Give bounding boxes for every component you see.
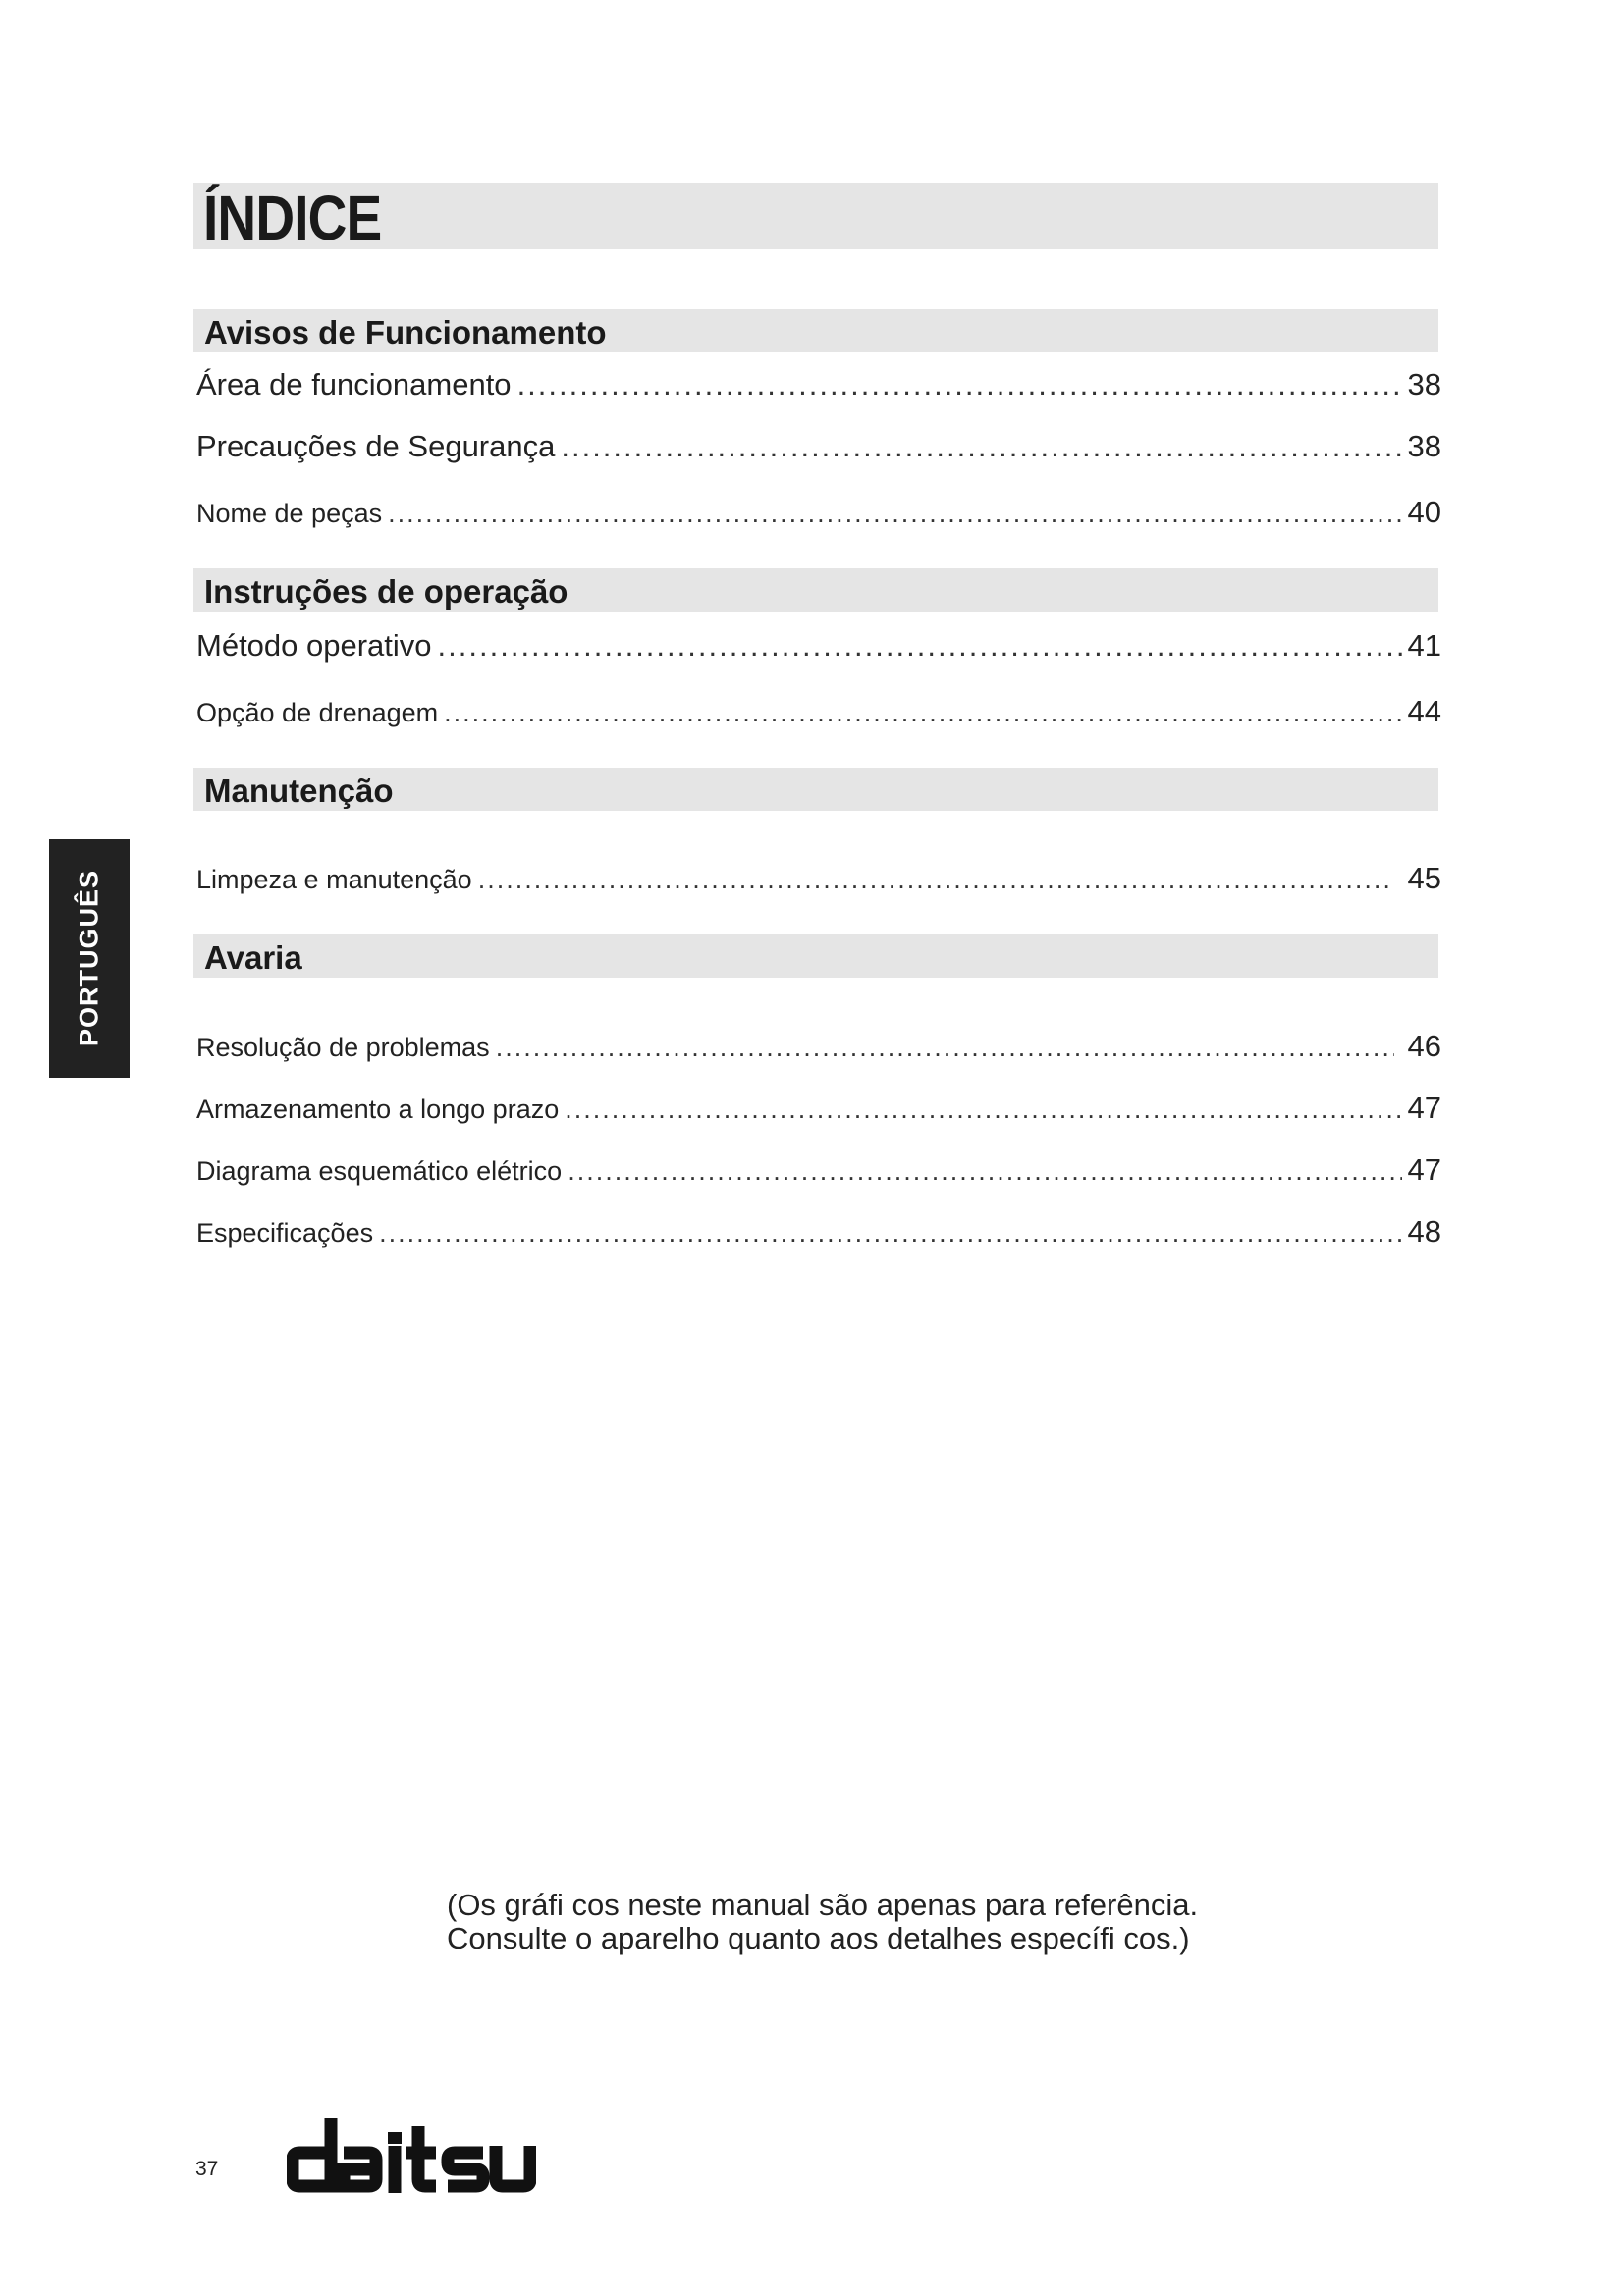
toc-entry-label: Método operativo [196,628,432,663]
leader-dots [561,429,1401,464]
leader-dots [444,698,1401,728]
toc-entry-page: 41 [1407,628,1441,663]
page-title: ÍNDICE [203,183,382,253]
toc-entry-label: Área de funcionamento [196,367,512,401]
leader-dots [438,628,1402,664]
section-header-avaria [193,934,1438,978]
toc-entry-label: Armazenamento a longo prazo [196,1095,560,1124]
leader-dots [478,865,1394,895]
section-header-manutencao [193,768,1438,811]
toc-entry-label: Resolução de problemas [196,1033,490,1062]
section-title: Avisos de Funcionamento [204,314,607,350]
toc-entry-nome-pecas[interactable] [196,495,1441,538]
toc-entry-page: 40 [1407,495,1441,529]
toc-entry-label: Nome de peças [196,499,383,528]
toc-entry-precaucoes[interactable] [196,429,1441,472]
toc-entry-resolucao-problemas[interactable] [196,1029,1441,1072]
language-tab [49,839,130,1078]
toc-entry-label: Diagrama esquemático elétrico [196,1156,563,1186]
toc-entry-page: 38 [1407,367,1441,401]
reference-note-line-2: Consulte o aparelho quanto aos detalhes específi cos.) [447,1921,1190,1955]
section-header-instrucoes [193,568,1438,612]
toc-entry-area-funcionamento[interactable] [196,367,1441,410]
toc-entry-page: 45 [1407,861,1441,895]
toc-entry-label: Limpeza e manutenção [196,865,472,894]
reference-note [447,1889,1198,1955]
toc-entry-limpeza[interactable] [196,861,1441,904]
leader-dots [568,1156,1401,1187]
toc-entry-page: 48 [1407,1214,1441,1249]
daitsu-logo [287,2118,536,2193]
toc-entry-page: 38 [1407,429,1441,463]
toc-entry-armazenamento[interactable] [196,1091,1441,1134]
toc-entry-label: Especificações [196,1218,374,1248]
toc-entry-diagrama-eletrico[interactable] [196,1152,1441,1196]
index-title-bar [193,183,1438,253]
leader-dots [565,1095,1401,1125]
leader-dots [517,367,1402,402]
toc-entry-metodo-operativo[interactable] [196,628,1441,671]
section-header-avisos [193,309,1438,352]
leader-dots [379,1218,1401,1249]
section-title: Instruções de operação [204,573,568,610]
page-number: 37 [195,2158,219,2180]
toc-entry-page: 46 [1407,1029,1441,1063]
reference-note-line-1: (Os gráfi cos neste manual são apenas para referência. [447,1888,1199,1922]
toc-entry-opcao-drenagem[interactable] [196,694,1441,737]
toc-entry-page: 47 [1407,1152,1441,1187]
language-tab-label: PORTUGUÊS [74,869,104,1047]
toc-entry-especificacoes[interactable] [196,1214,1441,1257]
toc-entry-page: 44 [1407,694,1441,728]
toc-entry-page: 47 [1407,1091,1441,1125]
leader-dots [496,1033,1394,1063]
section-title: Manutenção [204,773,394,809]
leader-dots [388,499,1401,529]
toc-entry-label: Precauções de Segurança [196,429,556,463]
section-title: Avaria [204,939,302,976]
toc-entry-label: Opção de drenagem [196,698,439,727]
